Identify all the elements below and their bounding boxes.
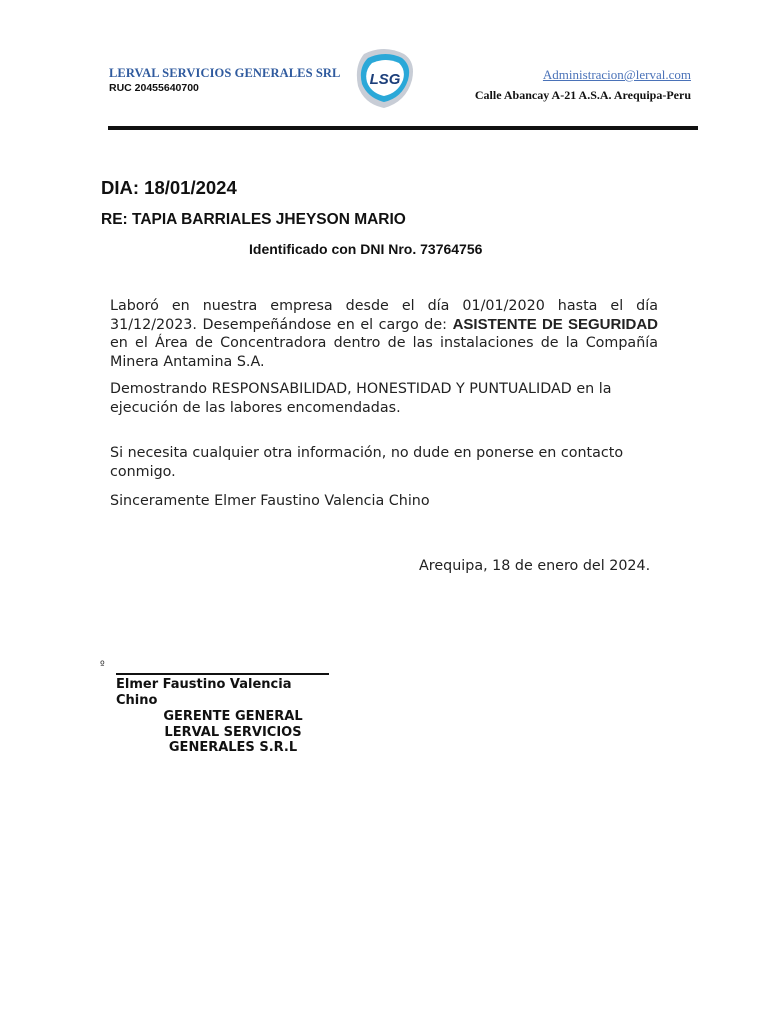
- signer-name: Elmer Faustino Valencia Chino: [116, 677, 292, 708]
- header-divider: [108, 126, 698, 130]
- signer-title-line3: GENERALES S.R.L: [168, 740, 298, 755]
- letter-subject: RE: TAPIA BARRIALES JHEYSON MARIO: [101, 211, 406, 228]
- email-link[interactable]: Administracion@lerval.com: [542, 67, 691, 82]
- company-ruc: RUC 20455640700: [109, 82, 199, 94]
- signer-title: [150, 709, 316, 756]
- job-title: ASISTENTE DE SEGURIDAD: [452, 315, 658, 333]
- ordinal-mark: º: [100, 660, 105, 671]
- paragraph-employment-text-b: en el Área de Concentradora dentro de las instalaciones de la Compañía Minera Antamina S.A.: [110, 335, 658, 370]
- company-logo: [350, 46, 418, 110]
- signer-title-line2: LERVAL SERVICIOS: [164, 724, 302, 740]
- paragraph-employment: [110, 297, 658, 371]
- signature-line: [116, 673, 329, 675]
- company-name: LERVAL SERVICIOS GENERALES SRL: [109, 66, 341, 80]
- paragraph-closing: Sinceramente Elmer Faustino Valencia Chino: [110, 493, 430, 509]
- paragraph-contact: Si necesita cualquier otra información, no dude en ponerse en contacto conmigo.: [110, 445, 624, 480]
- letter-dni: Identificado con DNI Nro. 73764756: [249, 241, 483, 257]
- place-and-date: Arequipa, 18 de enero del 2024.: [419, 558, 651, 574]
- paragraph-qualities: [110, 380, 670, 417]
- paragraph-qualities-line1: Demostrando RESPONSABILIDAD, HONESTIDAD Y PUNTUALIDAD en la: [110, 381, 612, 397]
- letter-date: DIA: 18/01/2024: [101, 177, 237, 198]
- paragraph-employment-text-a: Laboró en nuestra empresa desde el día 01/01/2020 hasta el día 31/12/2023. Desempeñándose en el cargo de:: [110, 298, 658, 333]
- lsg-logo-icon: [350, 46, 418, 110]
- company-address: Calle Abancay A-21 A.S.A. Arequipa-Peru: [474, 88, 691, 102]
- signer-title-line1: GERENTE GENERAL: [163, 709, 303, 724]
- logo-text: LSG: [369, 71, 401, 88]
- paragraph-qualities-line2: ejecución de las labores encomendadas.: [110, 399, 401, 416]
